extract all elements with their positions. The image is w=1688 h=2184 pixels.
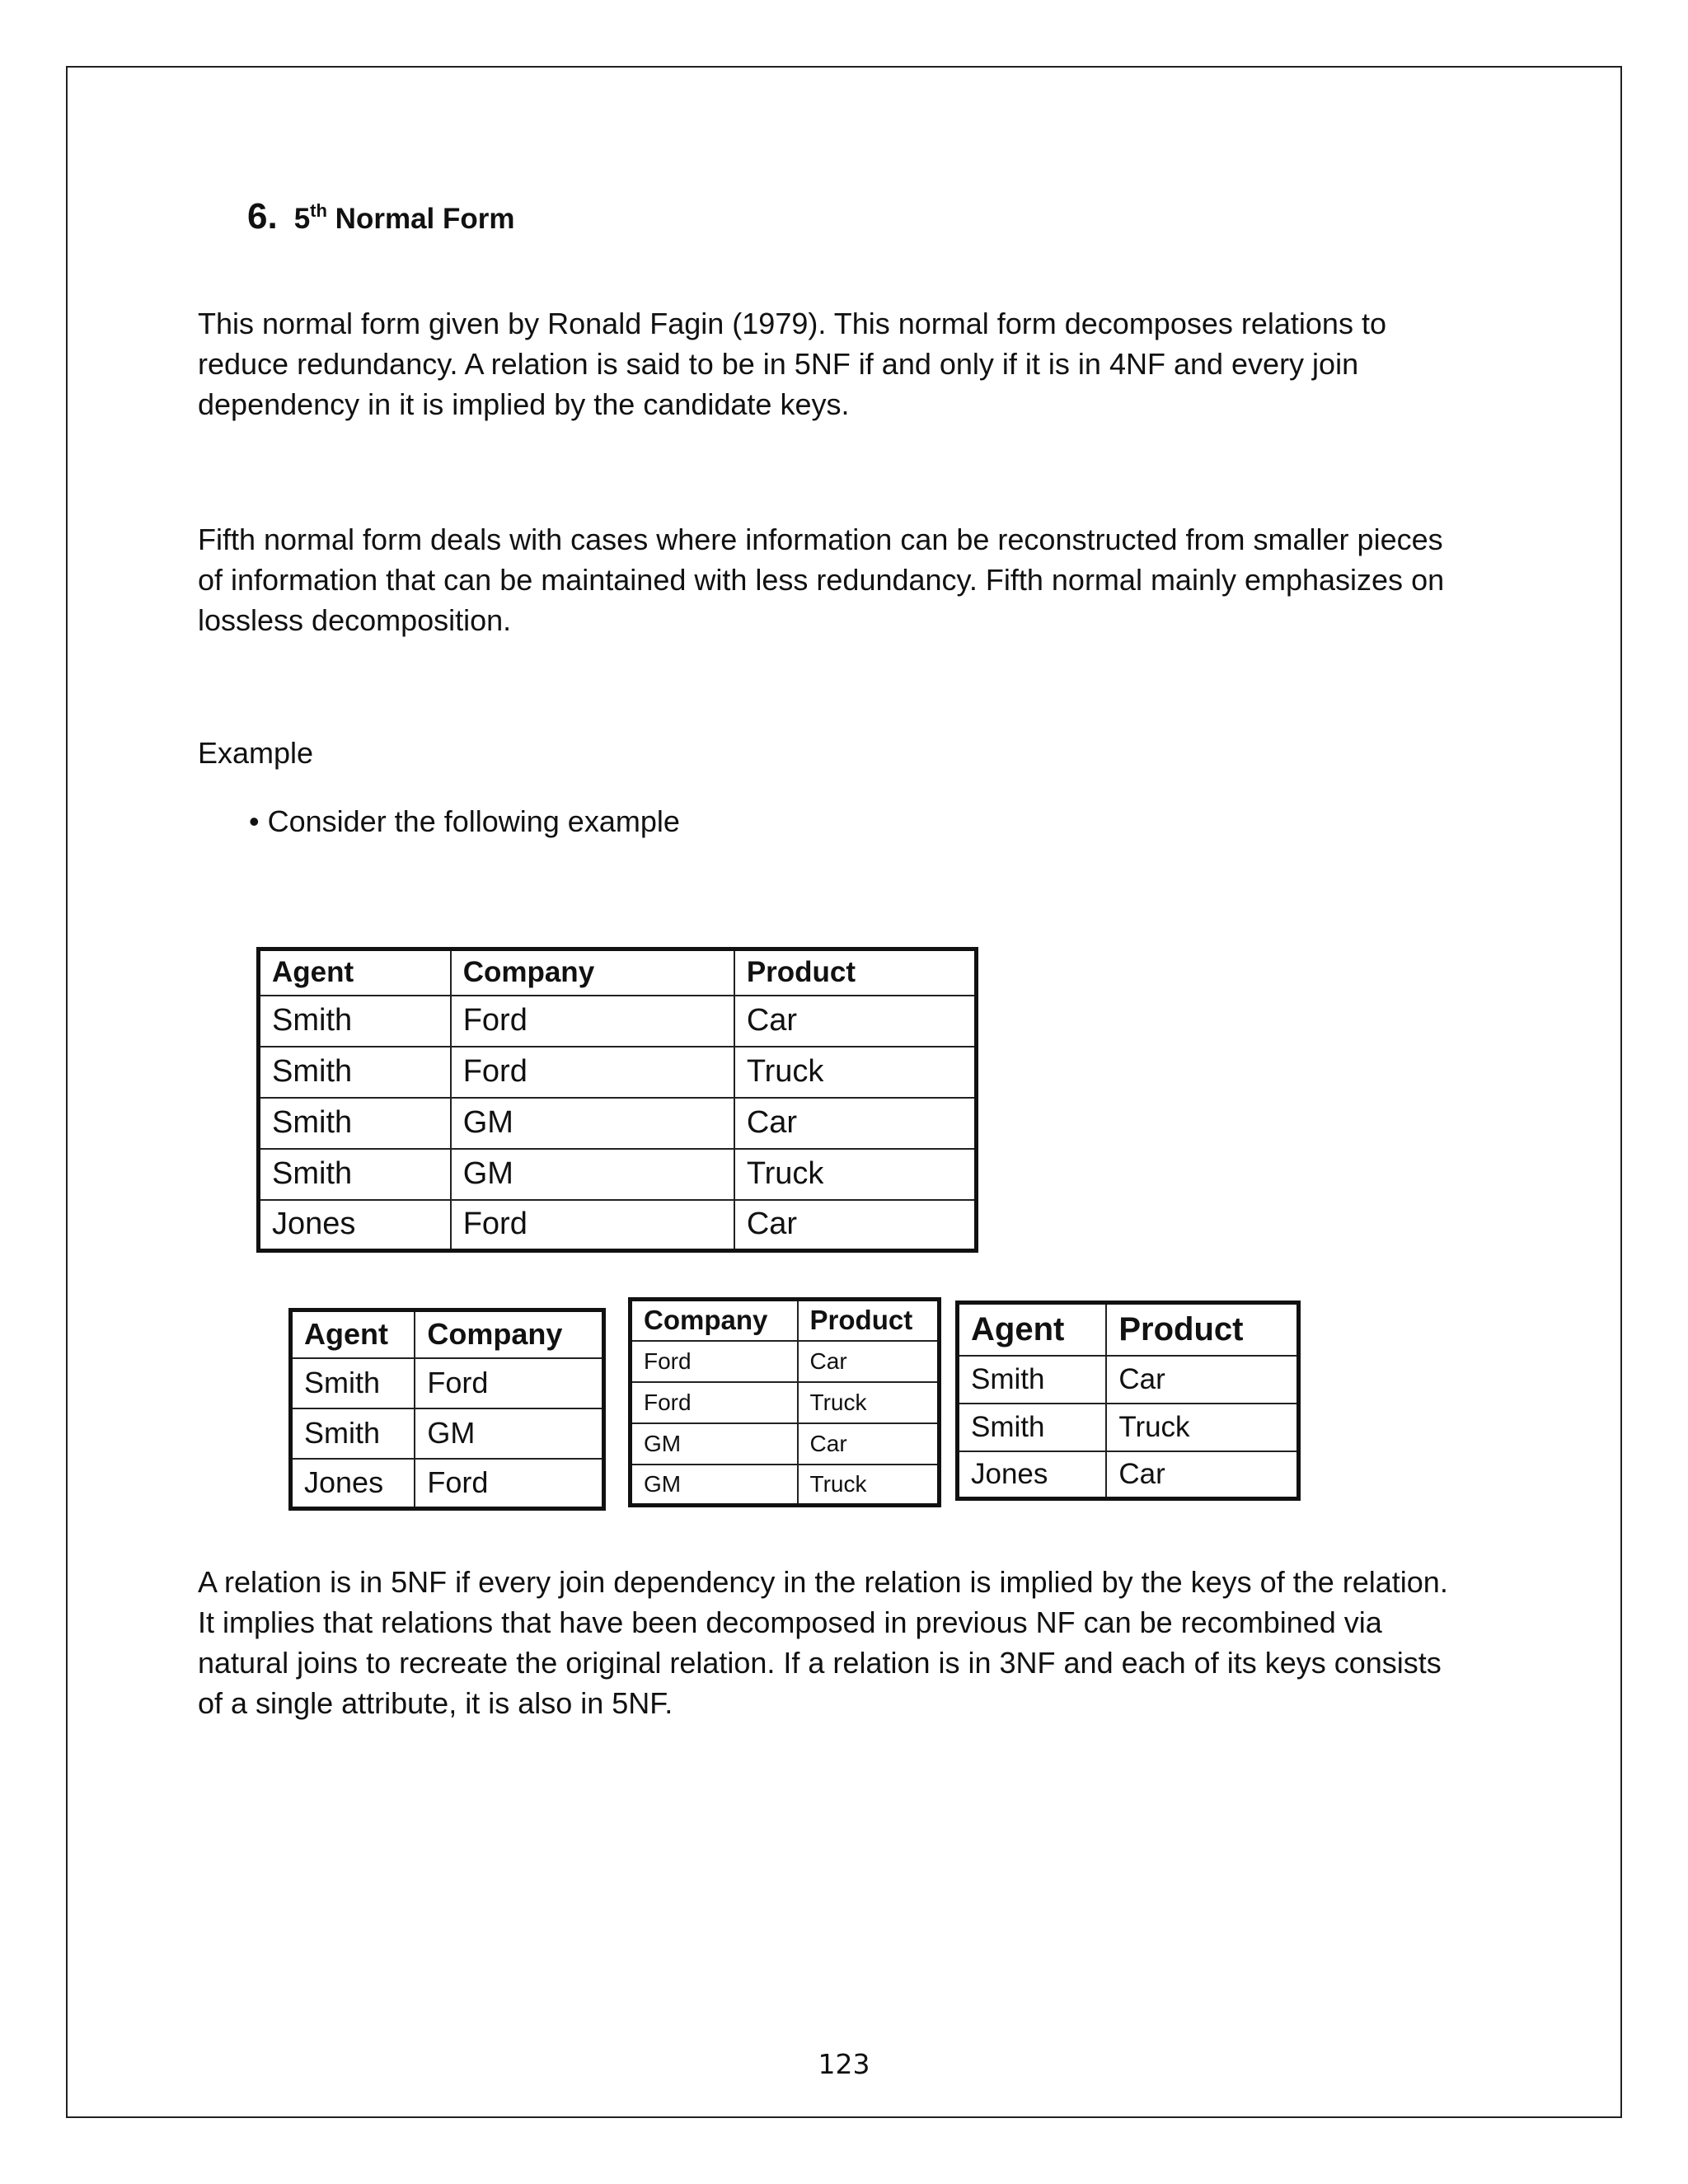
column-header: Company: [631, 1300, 798, 1341]
table-row: [259, 1200, 977, 1251]
paragraph-line: A relation is in 5NF if every join dependency in the relation is implied by the keys of the relation.: [198, 1565, 1448, 1599]
page-number: 123: [818, 2048, 870, 2080]
table-header-row: [631, 1300, 940, 1341]
table-cell: Ford: [631, 1341, 798, 1382]
agent-company-table: [288, 1308, 606, 1511]
section-heading: [247, 196, 514, 237]
column-header: Product: [1106, 1303, 1298, 1356]
column-header: Product: [798, 1300, 940, 1341]
agent-company-product-table: [256, 947, 978, 1253]
table-row: [291, 1408, 604, 1459]
table-row: [958, 1451, 1299, 1499]
agent-product-table: [955, 1301, 1301, 1501]
table-cell: Ford: [451, 1200, 734, 1251]
table-cell: Smith: [291, 1408, 415, 1459]
table-row: [291, 1358, 604, 1408]
ordinal-number: 5: [293, 203, 311, 235]
table-header-row: [958, 1303, 1299, 1356]
table-cell: Truck: [734, 1149, 977, 1200]
table-row: [259, 996, 977, 1047]
table-cell: GM: [451, 1098, 734, 1149]
table-cell: Smith: [259, 1098, 451, 1149]
column-header: Company: [451, 949, 734, 996]
paragraph-line: Fifth normal form deals with cases where information can be reconstructed from smaller pieces: [198, 523, 1443, 556]
table-row: [631, 1465, 940, 1506]
table-row: [259, 1149, 977, 1200]
table-cell: GM: [631, 1423, 798, 1465]
paragraph-line: reduce redundancy. A relation is said to be in 5NF if and only if it is in 4NF and every join: [198, 347, 1359, 381]
table-cell: GM: [415, 1408, 603, 1459]
paragraph-line: It implies that relations that have been decomposed in previous NF can be recombined via: [198, 1605, 1382, 1639]
table-cell: Car: [734, 996, 977, 1047]
table-cell: Truck: [734, 1047, 977, 1098]
table-cell: Ford: [631, 1382, 798, 1423]
table-cell: Truck: [798, 1382, 940, 1423]
table-cell: Ford: [415, 1459, 603, 1509]
title-text: Normal Form: [335, 203, 515, 235]
table-cell: Jones: [259, 1200, 451, 1251]
table-cell: Car: [734, 1200, 977, 1251]
table-cell: GM: [451, 1149, 734, 1200]
section-number: 6.: [247, 196, 278, 237]
table-cell: Truck: [798, 1465, 940, 1506]
table-row: [631, 1382, 940, 1423]
table-cell: Smith: [259, 996, 451, 1047]
table-row: [631, 1341, 940, 1382]
ordinal-suffix: th: [310, 200, 327, 221]
table-row: [259, 1047, 977, 1098]
paragraph-line: dependency in it is implied by the candidate keys.: [198, 387, 850, 421]
column-header: Product: [734, 949, 977, 996]
table-row: [958, 1356, 1299, 1404]
table-row: [291, 1459, 604, 1509]
example-label: Example: [198, 736, 314, 770]
fifth-nf-paragraph: [198, 519, 1517, 640]
paragraph-line: of a single attribute, it is also in 5NF.: [198, 1686, 673, 1720]
table-cell: Car: [798, 1341, 940, 1382]
table-cell: Ford: [451, 996, 734, 1047]
table-header-row: [291, 1310, 604, 1358]
section-title: [293, 200, 515, 235]
table-cell: Ford: [415, 1358, 603, 1408]
table-cell: GM: [631, 1465, 798, 1506]
paragraph-line: natural joins to recreate the original relation. If a relation is in 3NF and each of its keys consists: [198, 1646, 1442, 1680]
paragraph-line: of information that can be maintained with less redundancy. Fifth normal mainly emphasizes on: [198, 563, 1445, 597]
table-row: [631, 1423, 940, 1465]
table-cell: Ford: [451, 1047, 734, 1098]
table-header-row: [259, 949, 977, 996]
bullet-item: • Consider the following example: [249, 804, 680, 838]
company-product-table: [628, 1297, 941, 1507]
table-cell: Car: [798, 1423, 940, 1465]
table-cell: Jones: [958, 1451, 1107, 1499]
table-cell: Car: [734, 1098, 977, 1149]
table-cell: Smith: [291, 1358, 415, 1408]
column-header: Agent: [291, 1310, 415, 1358]
table-cell: Car: [1106, 1451, 1298, 1499]
paragraph-line: lossless decomposition.: [198, 603, 512, 637]
table-cell: Smith: [259, 1047, 451, 1098]
intro-paragraph: [198, 303, 1517, 424]
column-header: Company: [415, 1310, 603, 1358]
table-row: [958, 1404, 1299, 1451]
column-header: Agent: [259, 949, 451, 996]
closing-paragraph: [198, 1562, 1517, 1723]
paragraph-line: This normal form given by Ronald Fagin (1979). This normal form decomposes relations to: [198, 307, 1386, 340]
table-row: [259, 1098, 977, 1149]
table-cell: Smith: [259, 1149, 451, 1200]
table-cell: Smith: [958, 1404, 1107, 1451]
column-header: Agent: [958, 1303, 1107, 1356]
table-cell: Jones: [291, 1459, 415, 1509]
table-cell: Smith: [958, 1356, 1107, 1404]
table-cell: Truck: [1106, 1404, 1298, 1451]
table-cell: Car: [1106, 1356, 1298, 1404]
